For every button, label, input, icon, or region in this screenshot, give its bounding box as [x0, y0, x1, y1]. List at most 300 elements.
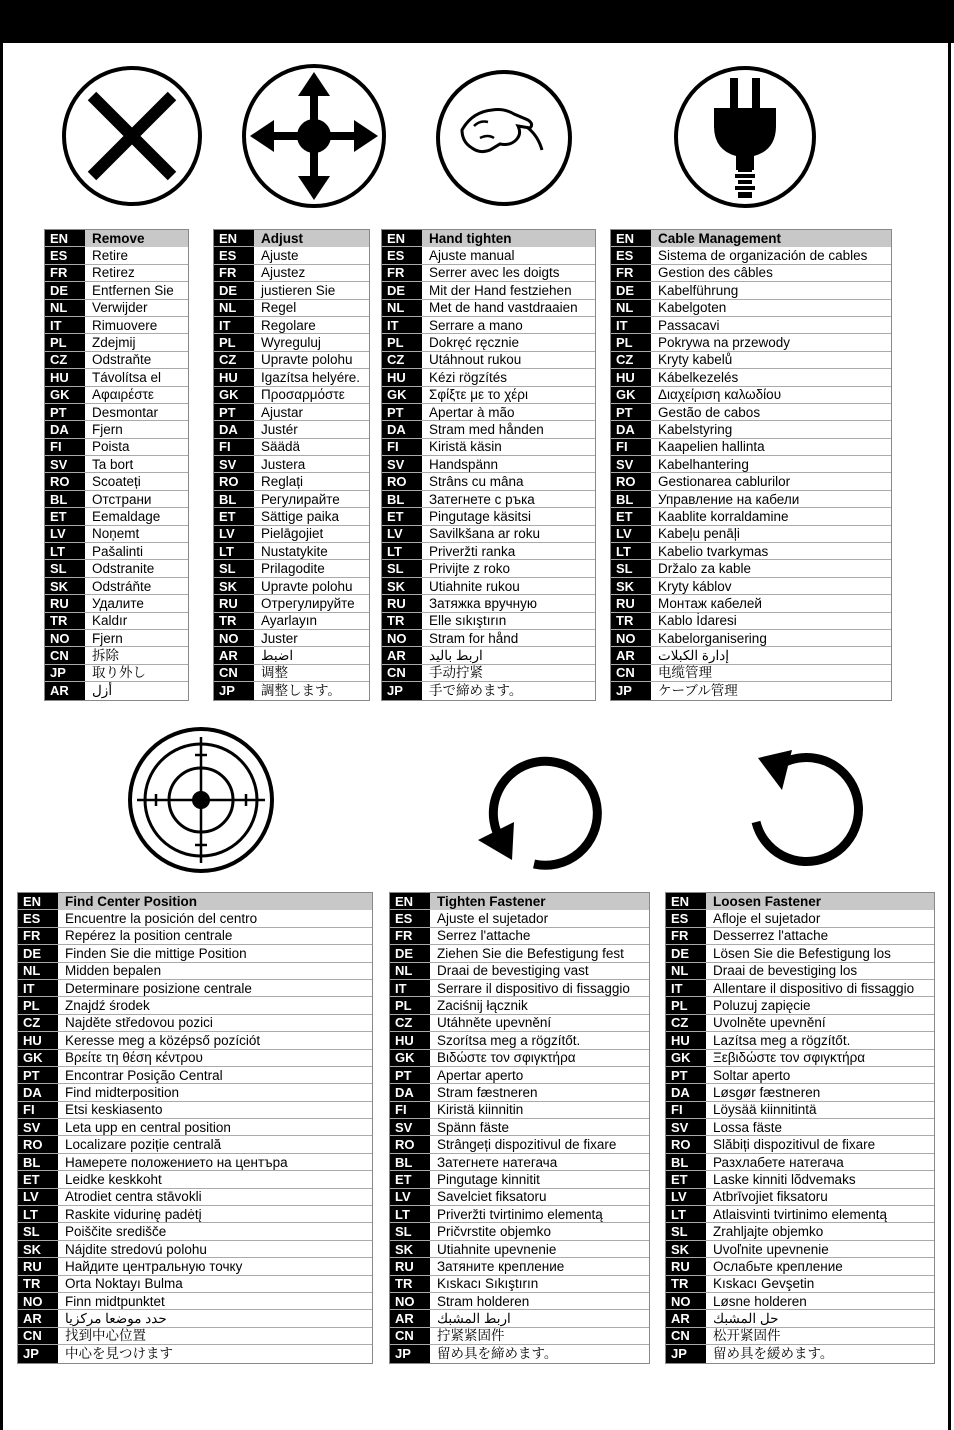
language-code: ES	[382, 247, 422, 263]
translation-text: اربط باليد	[429, 648, 483, 664]
language-code: CZ	[45, 352, 85, 368]
remove-table	[44, 229, 189, 701]
table-row	[45, 421, 188, 438]
top-black-bar	[0, 0, 954, 43]
translation-text: Justera	[261, 456, 306, 472]
language-code: CZ	[390, 1015, 430, 1031]
language-code: TR	[382, 613, 422, 629]
language-code: FR	[45, 265, 85, 281]
table-row	[382, 665, 595, 682]
table-row	[666, 1154, 934, 1171]
language-code: NO	[214, 630, 254, 646]
table-row	[382, 439, 595, 456]
table-row	[18, 1189, 372, 1206]
translation-text: Slăbiți dispozitivul de fixare	[713, 1137, 876, 1153]
language-code: DE	[45, 282, 85, 298]
translation-text: Fjern	[92, 422, 123, 437]
translation-text: Kaapelien hallinta	[658, 439, 765, 455]
language-code: PL	[18, 997, 58, 1013]
table-header-row	[666, 893, 934, 910]
table-row	[45, 682, 188, 699]
translation-text: Uvoľnite upevnenie	[713, 1241, 829, 1257]
language-code: LV	[666, 1189, 706, 1205]
four-way-arrows-icon	[240, 62, 388, 210]
table-row	[214, 508, 369, 525]
table-row	[611, 647, 891, 664]
translation-text: Mit der Hand festziehen	[429, 282, 572, 298]
find-center-table	[17, 892, 373, 1364]
table-row	[390, 928, 649, 945]
translation-text: Noņemt	[92, 526, 140, 542]
table-row	[214, 265, 369, 282]
language-code: LV	[382, 526, 422, 542]
translation-text: Удалите	[92, 595, 144, 611]
language-code: PT	[214, 404, 254, 420]
table-row	[214, 560, 369, 577]
table-row	[45, 647, 188, 664]
translation-text: Kıskacı Gevşetin	[713, 1276, 815, 1292]
table-row	[390, 1258, 649, 1275]
language-code: HU	[45, 369, 85, 385]
translation-text: أزل	[92, 683, 113, 699]
language-code: JP	[45, 665, 85, 681]
hand-icon	[434, 68, 574, 208]
language-code: SL	[611, 560, 651, 576]
language-code: SV	[666, 1119, 706, 1135]
table-row	[214, 282, 369, 299]
translation-text: Løsgør fæstneren	[713, 1085, 821, 1100]
language-code: LT	[382, 543, 422, 559]
language-code: DE	[382, 282, 422, 298]
language-code: RO	[45, 473, 85, 489]
translation-text: 找到中心位置	[65, 1328, 146, 1344]
language-code: NL	[18, 963, 58, 979]
language-code: LV	[45, 526, 85, 542]
table-row	[390, 1223, 649, 1240]
table-row	[45, 387, 188, 404]
language-code: ES	[45, 247, 85, 263]
translation-text: Soltar aperto	[713, 1067, 791, 1083]
translation-text: Отстрани	[92, 491, 152, 507]
table-row	[611, 334, 891, 351]
table-row	[611, 265, 891, 282]
table-row	[18, 997, 372, 1014]
table-row	[214, 439, 369, 456]
language-code: SL	[45, 560, 85, 576]
table-row	[214, 317, 369, 334]
table-row	[214, 595, 369, 612]
translation-text: Hand tighten	[422, 230, 595, 247]
table-row	[18, 945, 372, 962]
table-row	[390, 945, 649, 962]
translation-text: Ajuste el sujetador	[437, 911, 549, 927]
translation-text: Kabelhantering	[658, 456, 749, 472]
language-code: CN	[666, 1328, 706, 1344]
language-code: FI	[214, 439, 254, 455]
language-code: LT	[611, 543, 651, 559]
translation-text: Odstranite	[92, 561, 155, 577]
translation-text: Regel	[261, 300, 297, 316]
table-row	[18, 1102, 372, 1119]
translation-text: Regolare	[261, 317, 316, 333]
table-row	[390, 1136, 649, 1153]
language-code: DE	[18, 945, 58, 961]
language-code: FI	[666, 1102, 706, 1118]
table-row	[666, 1189, 934, 1206]
table-row	[611, 595, 891, 612]
language-code: DA	[390, 1084, 430, 1100]
language-code: ET	[45, 508, 85, 524]
language-code: FI	[18, 1102, 58, 1118]
table-row	[390, 1310, 649, 1327]
language-code: DA	[666, 1084, 706, 1100]
table-row	[214, 647, 369, 664]
translation-text: Kiristä kiinnitin	[437, 1102, 524, 1118]
table-row	[666, 1015, 934, 1032]
table-row	[390, 1276, 649, 1293]
translation-text: Pingutage kinnitit	[437, 1171, 540, 1187]
translation-text: إدارة الكبلات	[658, 648, 730, 664]
language-code: LV	[611, 526, 651, 542]
translation-text: Ослабьте крепление	[713, 1258, 843, 1274]
language-code: NO	[18, 1293, 58, 1309]
table-row	[45, 369, 188, 386]
language-code: EN	[18, 893, 58, 909]
table-row	[666, 1223, 934, 1240]
translation-text: Strângeți dispozitivul de fixare	[437, 1137, 617, 1153]
table-row	[382, 647, 595, 664]
table-header-row	[18, 893, 372, 910]
table-row	[611, 560, 891, 577]
table-row	[45, 317, 188, 334]
language-code: FR	[18, 928, 58, 944]
language-code: PT	[382, 404, 422, 420]
language-code: RU	[214, 595, 254, 611]
tighten-fastener-table	[389, 892, 650, 1364]
translation-text: Midden bepalen	[65, 963, 162, 979]
language-code: FR	[390, 928, 430, 944]
language-code: SK	[382, 578, 422, 594]
language-code: ES	[18, 910, 58, 926]
table-row	[382, 456, 595, 473]
table-row	[382, 265, 595, 282]
table-header-row	[214, 230, 369, 247]
table-row	[666, 1136, 934, 1153]
language-code: RO	[18, 1136, 58, 1152]
translation-text: Elle sıkıştırın	[429, 613, 507, 629]
translation-text: Držalo za kable	[658, 561, 752, 577]
table-row	[382, 630, 595, 647]
language-code: DE	[666, 945, 706, 961]
language-code: FI	[390, 1102, 430, 1118]
language-code: IT	[611, 317, 651, 333]
language-code: RO	[666, 1136, 706, 1152]
translation-text: Løsne holderen	[713, 1293, 807, 1309]
cable-management-table	[610, 229, 892, 701]
language-code: LT	[390, 1206, 430, 1222]
table-row	[18, 980, 372, 997]
plug-icon	[672, 64, 818, 210]
language-code: IT	[18, 980, 58, 996]
translation-text: اربط المشبك	[437, 1311, 511, 1327]
translation-text: Find midterposition	[65, 1085, 180, 1100]
table-row	[390, 1154, 649, 1171]
translation-text: Pričvrstite objemko	[437, 1224, 552, 1240]
translation-text: 拧紧紧固件	[437, 1328, 505, 1344]
translation-text: اضبط	[261, 648, 294, 664]
language-code: TR	[18, 1276, 58, 1292]
table-row	[214, 387, 369, 404]
table-row	[45, 300, 188, 317]
table-row	[390, 1189, 649, 1206]
language-code: PT	[611, 404, 651, 420]
translation-text: Finden Sie die mittige Position	[65, 945, 247, 961]
translation-text: Najděte středovou pozici	[65, 1015, 213, 1031]
language-code: ES	[611, 247, 651, 263]
table-row	[18, 1171, 372, 1188]
language-code: JP	[390, 1345, 430, 1362]
table-row	[611, 508, 891, 525]
language-code: ET	[18, 1171, 58, 1187]
language-code: DA	[45, 421, 85, 437]
language-code: HU	[214, 369, 254, 385]
language-code: FI	[611, 439, 651, 455]
translation-text: حل المشبك	[713, 1311, 779, 1327]
table-row	[611, 439, 891, 456]
table-row	[390, 1032, 649, 1049]
table-row	[18, 1345, 372, 1362]
translation-text: Pingutage käsitsi	[429, 508, 532, 524]
language-code: EN	[666, 893, 706, 909]
table-row	[18, 1206, 372, 1223]
language-code: NL	[382, 300, 422, 316]
table-row	[214, 421, 369, 438]
language-code: FI	[45, 439, 85, 455]
translation-text: Scoateți	[92, 474, 141, 490]
language-code: EN	[45, 230, 85, 246]
table-row	[611, 473, 891, 490]
table-row	[666, 1084, 934, 1101]
translation-text: Намерете положението на центъра	[65, 1154, 288, 1170]
table-row	[18, 1276, 372, 1293]
translation-text: Kabelgoten	[658, 300, 727, 316]
translation-text: Nustatykite	[261, 543, 328, 559]
table-row	[18, 1328, 372, 1345]
language-code: LV	[214, 526, 254, 542]
translation-text: Sistema de organización de cables	[658, 248, 868, 264]
language-code: CZ	[18, 1015, 58, 1031]
language-code: SK	[214, 578, 254, 594]
language-code: AR	[611, 647, 651, 663]
language-code: DE	[611, 282, 651, 298]
translation-text: Savelciet fiksatoru	[437, 1189, 547, 1205]
translation-text: Αφαιρέστε	[92, 387, 154, 403]
translation-text: Serrare il dispositivo di fissaggio	[437, 980, 630, 996]
table-row	[214, 543, 369, 560]
table-row	[611, 404, 891, 421]
language-code: SV	[18, 1119, 58, 1135]
translation-text: Затяните крепление	[437, 1258, 565, 1274]
language-code: RO	[390, 1136, 430, 1152]
translation-text: 调整	[261, 665, 288, 681]
table-row	[666, 997, 934, 1014]
translation-text: Reglați	[261, 474, 304, 490]
language-code: HU	[382, 369, 422, 385]
table-row	[214, 456, 369, 473]
table-row	[214, 404, 369, 421]
table-row	[666, 1241, 934, 1258]
table-row	[382, 526, 595, 543]
translation-text: Eemaldage	[92, 508, 161, 524]
table-row	[45, 526, 188, 543]
translation-text: 松开紧固件	[713, 1328, 781, 1344]
table-row	[382, 334, 595, 351]
language-code: GK	[390, 1050, 430, 1066]
translation-text: Säädä	[261, 439, 301, 455]
translation-text: Kabeļu penāļi	[658, 526, 740, 542]
translation-text: Kaablite korraldamine	[658, 508, 789, 524]
table-row	[666, 980, 934, 997]
language-code: SV	[45, 456, 85, 472]
table-row	[214, 369, 369, 386]
table-row	[611, 387, 891, 404]
translation-text: Kabelorganisering	[658, 630, 767, 646]
translation-text: Pielāgojiet	[261, 526, 324, 542]
translation-text: Orta Noktayı Bulma	[65, 1276, 183, 1292]
language-code: LV	[390, 1189, 430, 1205]
translation-text: Sättige paika	[261, 508, 340, 524]
language-code: NL	[45, 300, 85, 316]
language-code: DE	[390, 945, 430, 961]
language-code: NO	[382, 630, 422, 646]
translation-text: 手で締めます。	[429, 683, 523, 699]
language-code: RU	[45, 595, 85, 611]
language-code: LT	[45, 543, 85, 559]
translation-text: 电缆管理	[658, 665, 712, 681]
translation-text: Justér	[261, 422, 298, 437]
table-row	[611, 352, 891, 369]
table-row	[45, 543, 188, 560]
translation-text: Odstraňte	[92, 352, 152, 368]
translation-text: Σφίξτε με το χέρι	[429, 387, 528, 403]
table-row	[214, 613, 369, 630]
language-code: PT	[390, 1067, 430, 1083]
translation-text: Ziehen Sie die Befestigung fest	[437, 945, 624, 961]
translation-text: Stram holderen	[437, 1293, 530, 1309]
language-code: CN	[18, 1328, 58, 1344]
table-row	[18, 1223, 372, 1240]
language-code: ET	[666, 1171, 706, 1187]
translation-text: Затегнете с ръка	[429, 491, 535, 507]
language-code: DE	[214, 282, 254, 298]
translation-text: Utiahnite upevnenie	[437, 1241, 557, 1257]
language-code: CZ	[382, 352, 422, 368]
translation-text: Encontrar Posição Central	[65, 1067, 223, 1083]
language-code: LT	[666, 1206, 706, 1222]
table-row	[666, 1258, 934, 1275]
language-code: SK	[390, 1241, 430, 1257]
translation-text: Entfernen Sie	[92, 282, 174, 298]
translation-text: Kıskacı Sıkıştırın	[437, 1276, 539, 1292]
table-row	[45, 578, 188, 595]
language-code: PL	[611, 334, 651, 350]
adjust-table	[213, 229, 370, 701]
language-code: ET	[382, 508, 422, 524]
translation-text: 拆除	[92, 648, 119, 664]
translation-text: Βρείτε τη θέση κέντρου	[65, 1050, 203, 1066]
language-code: IT	[45, 317, 85, 333]
translation-text: Kryty kabelů	[658, 352, 733, 368]
translation-text: Serrare a mano	[429, 317, 523, 333]
translation-text: Determinare posizione centrale	[65, 980, 252, 996]
language-code: JP	[214, 682, 254, 699]
table-row	[611, 630, 891, 647]
table-row	[390, 997, 649, 1014]
table-row	[45, 439, 188, 456]
translation-text: Szorítsa meg a rögzítőt.	[437, 1032, 581, 1048]
table-row	[382, 473, 595, 490]
hand-tighten-table	[381, 229, 596, 701]
table-row	[18, 1241, 372, 1258]
translation-text: Retire	[92, 248, 129, 264]
translation-text: Ta bort	[92, 456, 134, 472]
table-row	[45, 334, 188, 351]
table-row	[611, 578, 891, 595]
language-code: SK	[45, 578, 85, 594]
translation-text: Lazítsa meg a rögzítőt.	[713, 1032, 851, 1048]
table-row	[666, 1067, 934, 1084]
translation-text: Localizare poziție centrală	[65, 1137, 222, 1153]
translation-text: Ajustar	[261, 404, 304, 420]
language-code: NL	[214, 300, 254, 316]
translation-text: Gestion des câbles	[658, 265, 773, 281]
table-row	[390, 1050, 649, 1067]
translation-text: Leta upp en central position	[65, 1119, 231, 1135]
translation-text: 調整します。	[261, 683, 341, 699]
table-row	[666, 1345, 934, 1362]
table-row	[382, 352, 595, 369]
translation-text: Kablo İdaresi	[658, 613, 737, 629]
table-row	[611, 682, 891, 699]
language-code: PL	[45, 334, 85, 350]
language-code: NO	[390, 1293, 430, 1309]
table-row	[18, 1310, 372, 1327]
table-row	[611, 317, 891, 334]
language-code: ET	[214, 508, 254, 524]
table-row	[18, 910, 372, 927]
translation-text: Find Center Position	[58, 893, 372, 910]
language-code: AR	[382, 647, 422, 663]
translation-text: Lösen Sie die Befestigung los	[713, 945, 891, 961]
translation-text: Затяжка вручную	[429, 595, 537, 611]
table-row	[666, 1102, 934, 1119]
language-code: CN	[390, 1328, 430, 1344]
translation-text: Регулирайте	[261, 491, 340, 507]
language-code: PT	[18, 1067, 58, 1083]
table-row	[611, 613, 891, 630]
translation-text: Управление на кабели	[658, 491, 800, 507]
language-code: AR	[45, 682, 85, 699]
translation-text: Gestão de cabos	[658, 404, 761, 420]
translation-text: Távolítsa el	[92, 369, 162, 385]
translation-text: Kabelstyring	[658, 422, 733, 437]
table-row	[382, 578, 595, 595]
translation-text: Loosen Fastener	[706, 893, 934, 910]
table-row	[382, 300, 595, 317]
translation-text: Löysää kiinnitintä	[713, 1102, 817, 1118]
language-code: PT	[666, 1067, 706, 1083]
language-code: SK	[666, 1241, 706, 1257]
